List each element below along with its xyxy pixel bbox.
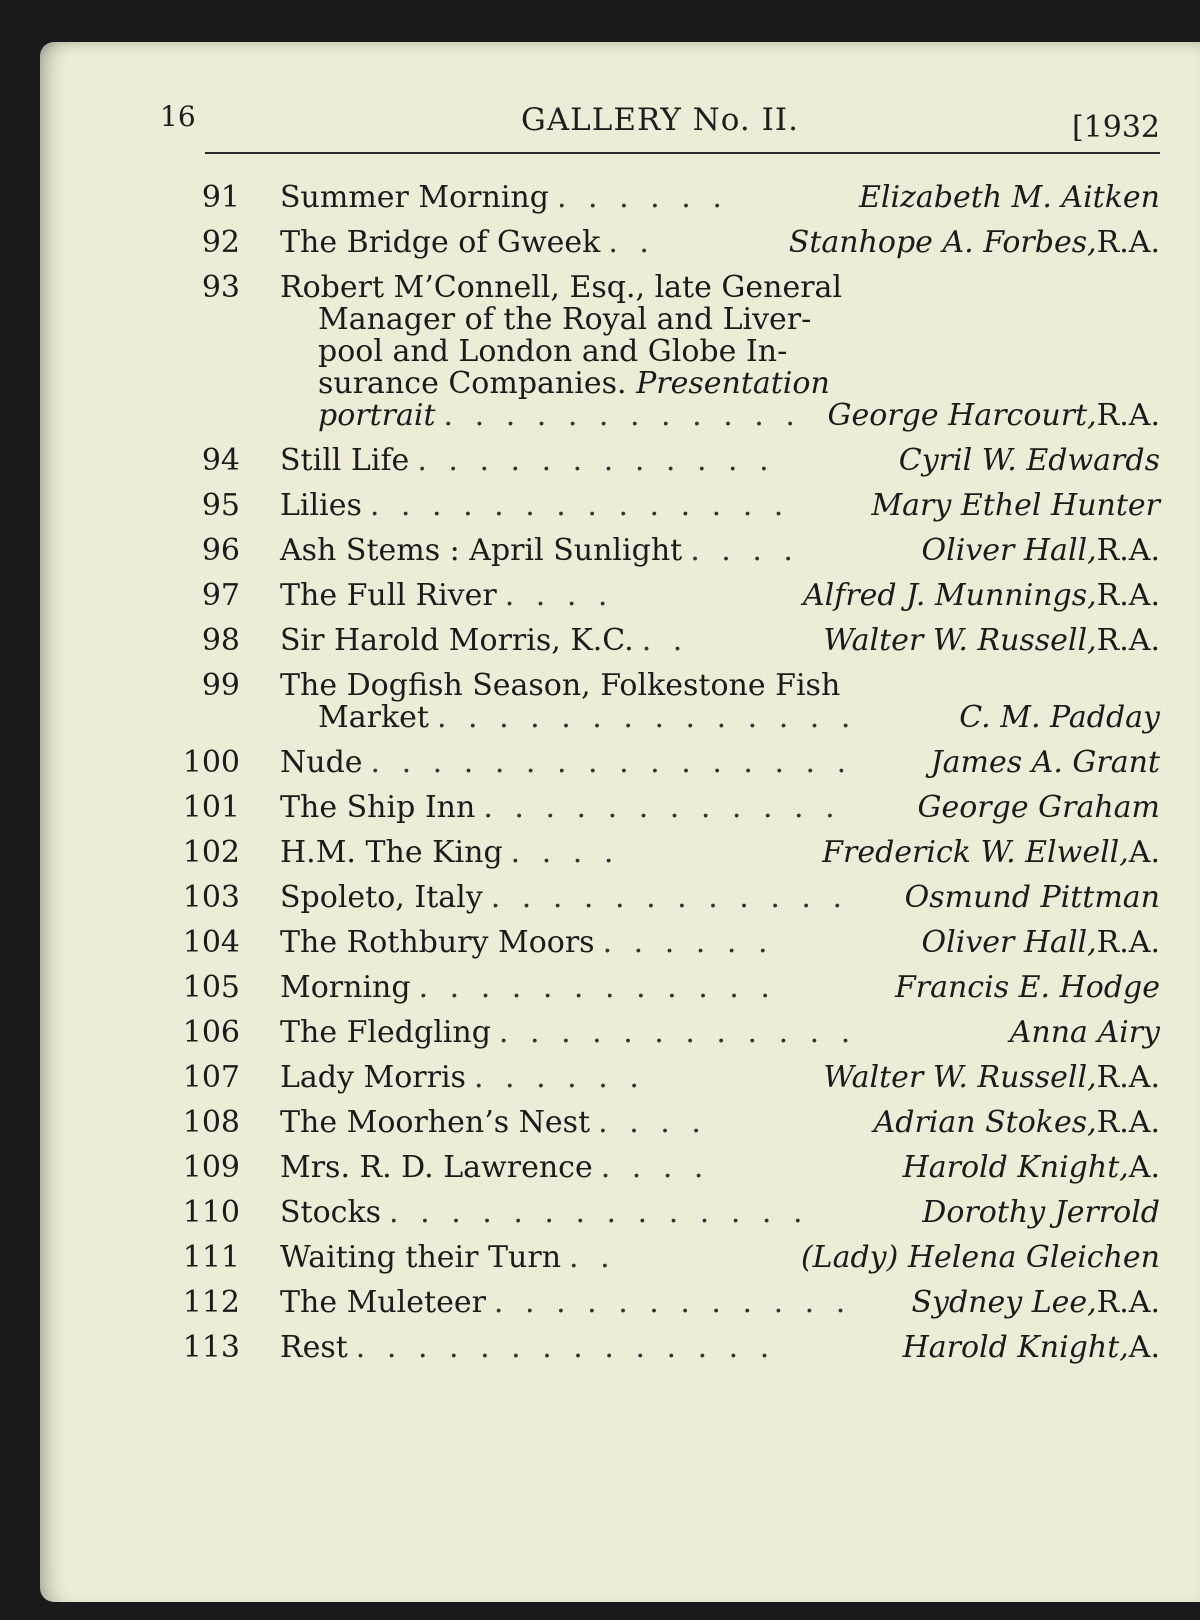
entry-artist: George Graham (917, 790, 1160, 825)
entry-93 (170, 272, 1160, 432)
header-rule (205, 152, 1160, 154)
entry-title: Lady Morris (280, 1060, 466, 1095)
entry-number: 102 (182, 835, 240, 870)
entry-artist: Dorothy Jerrold (922, 1195, 1160, 1230)
entry-artist: Harold Knight, (902, 1150, 1129, 1185)
leader-dots: . . (608, 227, 655, 259)
entry-102 (170, 837, 1160, 869)
entry-113 (170, 1332, 1160, 1364)
entry-qualification: R.A. (1096, 1060, 1160, 1095)
entry-qualification: R.A. (1096, 225, 1160, 260)
entry-number: 91 (201, 180, 240, 215)
entry-number: 94 (201, 443, 240, 478)
entry-title: Sir Harold Morris, K.C. (280, 623, 634, 658)
entry-artist: Oliver Hall, (921, 533, 1097, 568)
entry-number: 109 (182, 1150, 240, 1185)
leader-dots: . . . . . . . . . . . . . . (436, 702, 857, 734)
leader-dots: . . . . . . . . . . . . (443, 400, 801, 432)
entry-title-line: Manager of the Royal and Liver- (318, 302, 812, 337)
entry-number: 107 (182, 1060, 240, 1095)
leader-dots: . . . . (598, 1107, 707, 1139)
entry-101 (170, 792, 1160, 824)
entry-91 (170, 182, 1160, 214)
entry-104 (170, 927, 1160, 959)
entry-103 (170, 882, 1160, 914)
page-year: [1932 (1071, 110, 1160, 145)
entry-title: Nude (280, 745, 363, 780)
entry-number: 108 (182, 1105, 240, 1140)
entry-99 (170, 670, 1160, 734)
entry-title: Rest (280, 1330, 348, 1365)
leader-dots: . . . . . . (556, 182, 728, 214)
entry-number: 104 (182, 925, 240, 960)
entry-94 (170, 445, 1160, 477)
entry-number: 98 (201, 623, 240, 658)
entry-qualification: R.A. (1096, 533, 1160, 568)
entry-title-segment: surance Companies. (318, 366, 627, 401)
entry-artist: Walter W. Russell, (823, 1060, 1097, 1095)
entry-98 (170, 625, 1160, 657)
entry-108 (170, 1107, 1160, 1139)
entry-artist: Osmund Pittman (904, 880, 1160, 915)
entry-number: 95 (201, 488, 240, 523)
entry-number: 103 (182, 880, 240, 915)
entry-title: Stocks (280, 1195, 382, 1230)
entry-title: The Rothbury Moors (280, 925, 595, 960)
entry-artist: Adrian Stokes, (873, 1105, 1097, 1140)
leader-dots: . . . . . . . . . . . . (498, 1017, 857, 1049)
entry-qualification: A. (1128, 835, 1160, 870)
entry-title: The Bridge of Gweek (280, 225, 601, 260)
entry-92 (170, 227, 1160, 259)
entry-title: Summer Morning (280, 180, 549, 215)
entry-qualification: R.A. (1096, 1105, 1160, 1140)
entry-qualification: R.A. (1096, 623, 1160, 658)
leader-dots: . . . . . . . . . . . . (483, 792, 841, 824)
entry-number: 105 (182, 970, 240, 1005)
entry-106 (170, 1017, 1160, 1049)
entry-artist: Frederick W. Elwell, (822, 835, 1129, 870)
entry-artist: C. M. Padday (959, 700, 1160, 735)
entry-title: Spoleto, Italy (280, 880, 483, 915)
entry-title: Ash Stems : April Sunlight (280, 533, 683, 568)
entry-95 (170, 490, 1160, 522)
entry-artist: Mary Ethel Hunter (871, 488, 1160, 523)
entry-number: 110 (182, 1195, 240, 1230)
entry-artist: Alfred J. Munnings, (802, 578, 1097, 613)
entry-artist: Walter W. Russell, (823, 623, 1097, 658)
entry-112 (170, 1287, 1160, 1319)
entry-artist: Anna Airy (1009, 1015, 1160, 1050)
leader-dots: . . . . (600, 1152, 710, 1184)
leader-dots: . . . . . . . . . . . . . . (355, 1332, 776, 1364)
leader-dots: . . . . (690, 535, 799, 567)
entry-title-italic: portrait (318, 398, 436, 433)
leader-dots: . . . . . . (602, 927, 774, 959)
entry-title: Waiting their Turn (280, 1240, 562, 1275)
entry-110 (170, 1197, 1160, 1229)
entry-artist: Cyril W. Edwards (898, 443, 1160, 478)
entry-qualification: A. (1128, 1330, 1160, 1365)
entry-number: 99 (201, 668, 240, 703)
entry-title: The Moorhen’s Nest (280, 1105, 591, 1140)
entry-qualification: R.A. (1096, 398, 1160, 433)
entry-number: 111 (182, 1240, 240, 1275)
leader-dots: . . . . . . . . . . . . . . . . (370, 747, 853, 779)
page-number: 16 (160, 100, 196, 133)
entry-title-italic: Presentation (636, 366, 830, 401)
entry-title: Morning (280, 970, 411, 1005)
entry-number: 113 (182, 1330, 240, 1365)
entry-111 (170, 1242, 1160, 1274)
entry-artist: Sydney Lee, (911, 1285, 1097, 1320)
entry-title-line: Market (318, 700, 429, 735)
entry-100 (170, 747, 1160, 779)
entry-105 (170, 972, 1160, 1004)
entry-107 (170, 1062, 1160, 1094)
leader-dots: . . . . (510, 837, 620, 869)
entry-number: 96 (201, 533, 240, 568)
entry-title: Lilies (280, 488, 362, 523)
entry-artist: Harold Knight, (902, 1330, 1129, 1365)
entry-number: 92 (201, 225, 240, 260)
entry-number: 112 (182, 1285, 240, 1320)
entry-title: The Fledgling (280, 1015, 491, 1050)
entry-artist: Francis E. Hodge (894, 970, 1160, 1005)
entry-number: 101 (182, 790, 240, 825)
entry-list (170, 182, 1160, 1377)
entry-artist: George Harcourt, (827, 398, 1097, 433)
entry-title: The Full River (280, 578, 497, 613)
entry-title-line (280, 368, 1160, 400)
leader-dots: . . . . . . . . . . . . (417, 445, 775, 477)
leader-dots: . . . . . . . . . . . . (418, 972, 776, 1004)
entry-qualification: R.A. (1096, 1285, 1160, 1320)
entry-artist: James A. Grant (930, 745, 1160, 780)
leader-dots: . . (569, 1242, 616, 1274)
entry-artist: Stanhope A. Forbes, (788, 225, 1097, 260)
entry-artist: Elizabeth M. Aitken (858, 180, 1160, 215)
entry-qualification: R.A. (1096, 578, 1160, 613)
entry-title: The Muleteer (280, 1285, 486, 1320)
page-header (160, 100, 1160, 150)
page-title: GALLERY No. II. (521, 102, 799, 138)
entry-qualification: A. (1128, 1150, 1160, 1185)
entry-number: 106 (182, 1015, 240, 1050)
entry-109 (170, 1152, 1160, 1184)
leader-dots: . . . . . . . . . . . . (493, 1287, 852, 1319)
entry-title-line: pool and London and Globe In- (318, 334, 788, 369)
entry-title: Still Life (280, 443, 410, 478)
entry-title: H.M. The King (280, 835, 503, 870)
entry-title: Mrs. R. D. Lawrence (280, 1150, 593, 1185)
entry-number: 97 (201, 578, 240, 613)
entry-qualification: R.A. (1096, 925, 1160, 960)
leader-dots: . . (641, 625, 689, 657)
entry-artist: (Lady) Helena Gleichen (800, 1240, 1160, 1275)
leader-dots: . . . . . . . . . . . . (490, 882, 849, 914)
entry-artist: Oliver Hall, (921, 925, 1097, 960)
entry-title: The Ship Inn (280, 790, 476, 825)
entry-title-line: The Dogfish Season, Folkestone Fish (280, 668, 841, 703)
leader-dots: . . . . . . . . . . . . . . (369, 490, 790, 522)
leader-dots: . . . . (504, 580, 614, 612)
leader-dots: . . . . . . . . . . . . . . (389, 1197, 809, 1229)
entry-number: 100 (182, 745, 240, 780)
leader-dots: . . . . . . (473, 1062, 645, 1094)
entry-97 (170, 580, 1160, 612)
entry-title-line: Robert M’Connell, Esq., late General (280, 270, 843, 305)
entry-number: 93 (201, 270, 240, 305)
entry-96 (170, 535, 1160, 567)
